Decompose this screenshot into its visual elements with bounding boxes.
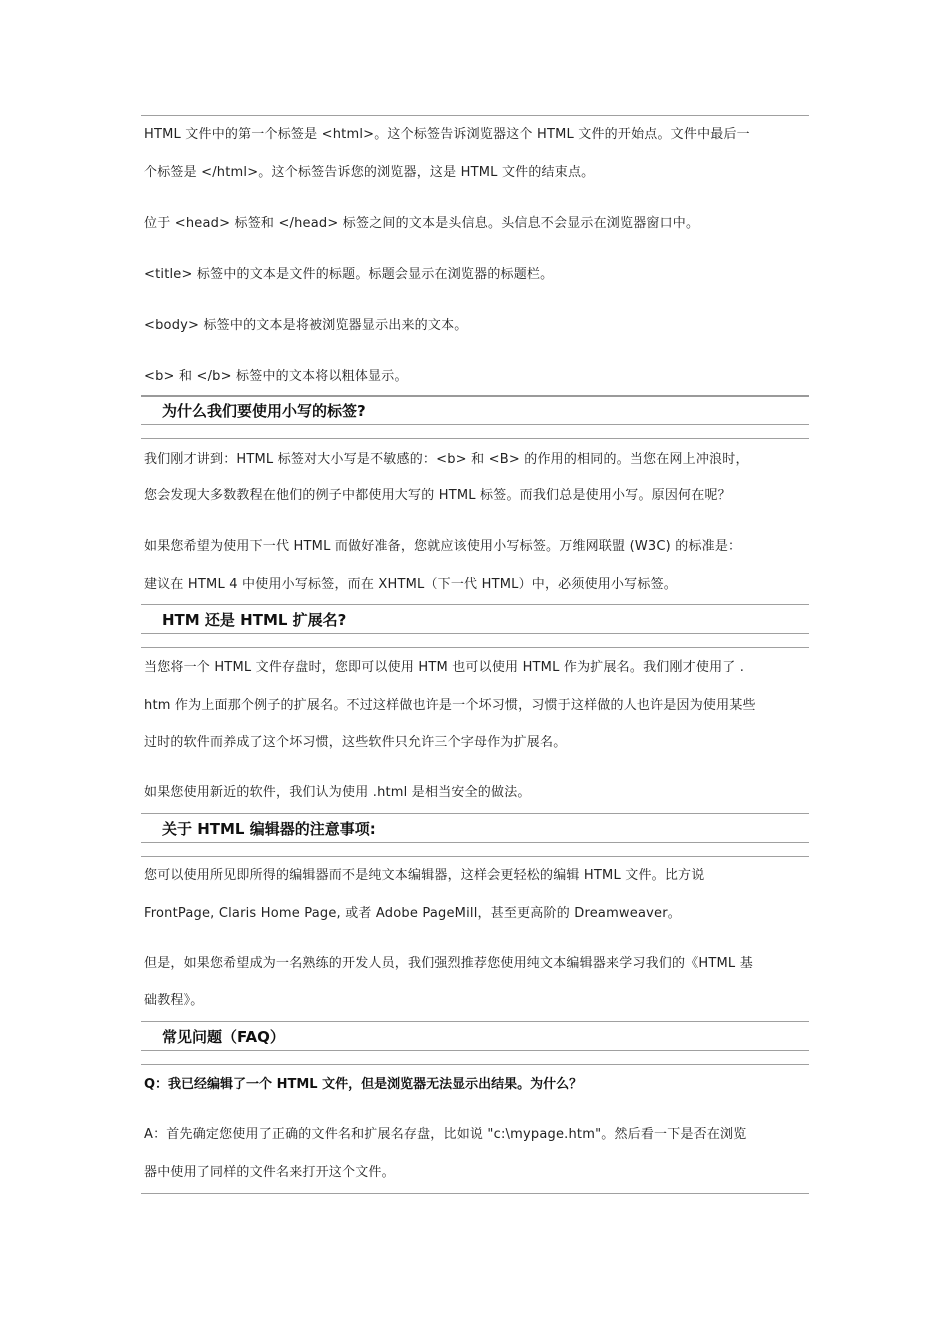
intro-paragraph-1-line-1: HTML 文件中的第一个标签是 <html>。这个标签告诉浏览器这个 HTML 文件的开始点。文件中最后一 [144,127,750,142]
section-divider [141,856,809,857]
editor-paragraph-1-line-1: 您可以使用所见即所得的编辑器而不是纯文本编辑器，这样会更轻松的编辑 HTML 文件。比方说 [144,868,705,883]
extension-paragraph-1-line-3: 过时的软件而养成了这个坏习惯，这些软件只允许三个字母作为扩展名。 [144,735,567,750]
editor-paragraph-2-line-1: 但是，如果您希望成为一名熟练的开发人员，我们强烈推荐您使用纯文本编辑器来学习我们的《HTML 基 [144,956,753,971]
section-divider [141,647,809,648]
lowercase-paragraph-2-line-2: 建议在 HTML 4 中使用小写标签，而在 XHTML（下一代 HTML）中，必须使用小写标签。 [144,577,677,592]
extension-paragraph-1-line-1: 当您将一个 HTML 文件存盘时，您即可以使用 HTM 也可以使用 HTML 作为扩展名。我们刚才使用了 . [144,660,745,675]
editor-paragraph-1-line-2: FrontPage, Claris Home Page, 或者 Adobe PageMill，甚至更高阶的 Dreamweaver。 [144,906,681,921]
section-heading-faq: 常见问题（FAQ） [162,1028,285,1046]
section-divider [141,1050,809,1051]
section-divider [141,842,809,843]
intro-paragraph-1-line-2: 个标签是 </html>。这个标签告诉您的浏览器，这是 HTML 文件的结束点。 [144,165,595,180]
intro-paragraph-3: <title> 标签中的文本是文件的标题。标题会显示在浏览器的标题栏。 [144,267,554,282]
top-divider [141,115,809,116]
intro-paragraph-5: <b> 和 </b> 标签中的文本将以粗体显示。 [144,369,408,384]
editor-paragraph-2-line-2: 础教程》。 [144,993,204,1008]
lowercase-paragraph-1-line-2: 您会发现大多数教程在他们的例子中都使用大写的 HTML 标签。而我们总是使用小写。原因何在呢？ [144,488,731,503]
extension-paragraph-1-line-2: htm 作为上面那个例子的扩展名。不过这样做也许是一个坏习惯，习惯于这样做的人也许是因为使用某些 [144,698,756,713]
faq-question: Q：我已经编辑了一个 HTML 文件，但是浏览器无法显示出结果。为什么？ [144,1077,583,1092]
section-divider [141,395,809,397]
extension-paragraph-2: 如果您使用新近的软件，我们认为使用 .html 是相当安全的做法。 [144,785,531,800]
section-divider [141,1021,809,1022]
intro-paragraph-4: <body> 标签中的文本是将被浏览器显示出来的文本。 [144,318,468,333]
section-divider [141,813,809,814]
section-divider [141,424,809,425]
section-heading-lowercase: 为什么我们要使用小写的标签? [162,402,366,420]
section-heading-extension: HTM 还是 HTML 扩展名? [162,611,347,629]
intro-paragraph-2: 位于 <head> 标签和 </head> 标签之间的文本是头信息。头信息不会显示在浏览器窗口中。 [144,216,700,231]
section-divider [141,438,809,439]
bottom-divider [141,1193,809,1194]
faq-answer-line-1: A：首先确定您使用了正确的文件名和扩展名存盘，比如说 "c:\mypage.htm"。然后看一下是否在浏览 [144,1127,747,1142]
section-heading-editor: 关于 HTML 编辑器的注意事项: [162,820,376,838]
section-divider [141,1064,809,1065]
section-divider [141,633,809,634]
faq-answer-line-2: 器中使用了同样的文件名来打开这个文件。 [144,1165,395,1180]
lowercase-paragraph-2-line-1: 如果您希望为使用下一代 HTML 而做好准备，您就应该使用小写标签。万维网联盟 (W3C) 的标准是： [144,539,742,554]
lowercase-paragraph-1-line-1: 我们刚才讲到：HTML 标签对大小写是不敏感的：<b> 和 <B> 的作用的相同的。当您在网上冲浪时， [144,452,749,467]
section-divider [141,604,809,605]
